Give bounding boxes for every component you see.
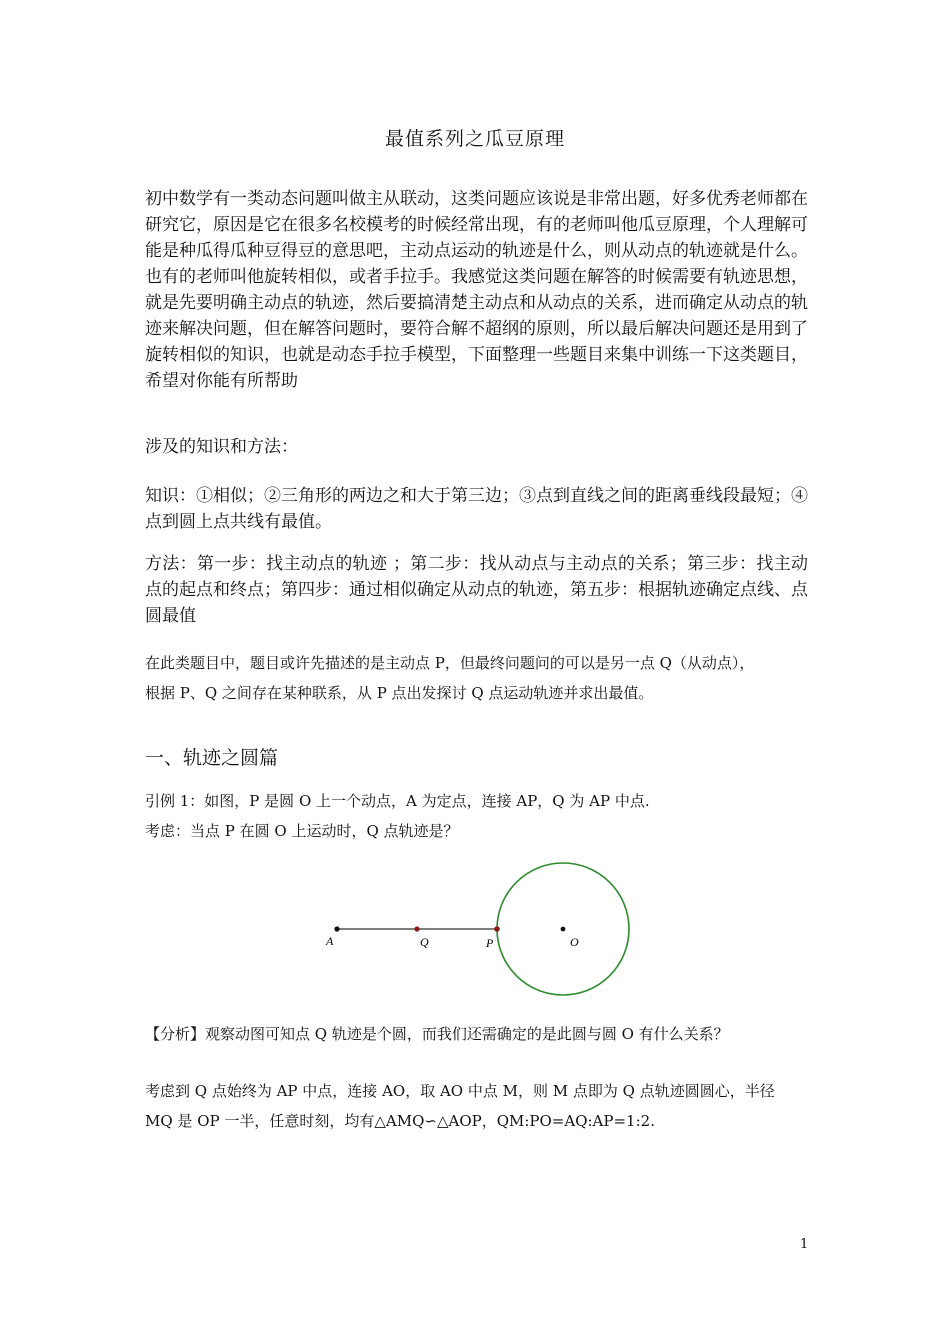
- point-a: [334, 926, 339, 931]
- note-line-1: 在此类题目中，题目或许先描述的是主动点 P，但最终问题问的可以是另一点 Q（从动点），: [145, 654, 755, 672]
- note-paragraph: [145, 648, 808, 708]
- label-p: P: [486, 936, 494, 950]
- example-line-1: 引例 1：如图，P 是圆 O 上一个动点，A 为定点，连接 AP，Q 为 AP 中点.: [145, 792, 650, 810]
- knowledge-paragraph: 知识：①相似；②三角形的两边之和大于第三边；③点到直线之间的距离垂线段最短；④点到圆上点共线有最值。: [145, 486, 808, 532]
- page-number: 1: [800, 1237, 809, 1252]
- intro-paragraph: 初中数学有一类动态问题叫做主从联动，这类问题应该说是非常出题，好多优秀老师都在研究它，原因是它在很多名校模考的时候经常出现，有的老师叫他瓜豆原理，个人理解可能是种瓜得瓜种豆得豆的意思吧，主动点运动的轨迹是什么，则从动点的轨迹就是什么。也有的老师叫他旋转相似，或者手拉手。我感觉这类问题在解答的时候需要有轨迹思想，就是先要明确主动点的轨迹，然后要搞清楚主动点和从动点的关系，进而确定从动点的轨迹来解决问题，但在解答问题时，要符合解不超纲的原则，所以最后解决问题还是用到了旋转相似的知识，也就是动态手拉手模型，下面整理一些题目来集中训练一下这类题目，希望对你能有所帮助: [145, 189, 808, 391]
- conclusion-line-2: MQ 是 OP 一半，任意时刻，均有△AMQ∽△AOP，QM:PO=AQ:AP=1:2.: [145, 1112, 655, 1130]
- locus-diagram: [300, 858, 660, 1008]
- conclusion-paragraph: [145, 1076, 808, 1136]
- example-line-2: 考虑：当点 P 在圆 O 上运动时，Q 点轨迹是？: [145, 822, 459, 840]
- label-a: A: [326, 934, 334, 948]
- section-heading: 一、轨迹之圆篇: [145, 747, 279, 769]
- note-line-2: 根据 P、Q 之间存在某种联系，从 P 点出发探讨 Q 点运动轨迹并求出最值。: [145, 684, 654, 702]
- point-q: [414, 926, 419, 931]
- point-p: [494, 926, 500, 932]
- conclusion-line-1: 考虑到 Q 点始终为 AP 中点，连接 AO，取 AO 中点 M，则 M 点即为 Q 点轨迹圆圆心，半径: [145, 1082, 775, 1100]
- point-o: [561, 927, 566, 932]
- label-o: O: [570, 935, 579, 949]
- label-q: Q: [420, 935, 429, 949]
- page-title: 最值系列之瓜豆原理: [384, 128, 565, 150]
- knowledge-heading: 涉及的知识和方法：: [145, 437, 298, 457]
- example-paragraph: [145, 786, 808, 846]
- method-paragraph: 方法：第一步：找主动点的轨迹 ；第二步：找从动点与主动点的关系；第三步：找主动点的起点和终点；第四步：通过相似确定从动点的轨迹，第五步：根据轨迹确定点线、点圆最值: [145, 554, 808, 626]
- analysis-paragraph: 【分析】观察动图可知点 Q 轨迹是个圆，而我们还需确定的是此圆与圆 O 有什么关系？: [145, 1025, 729, 1043]
